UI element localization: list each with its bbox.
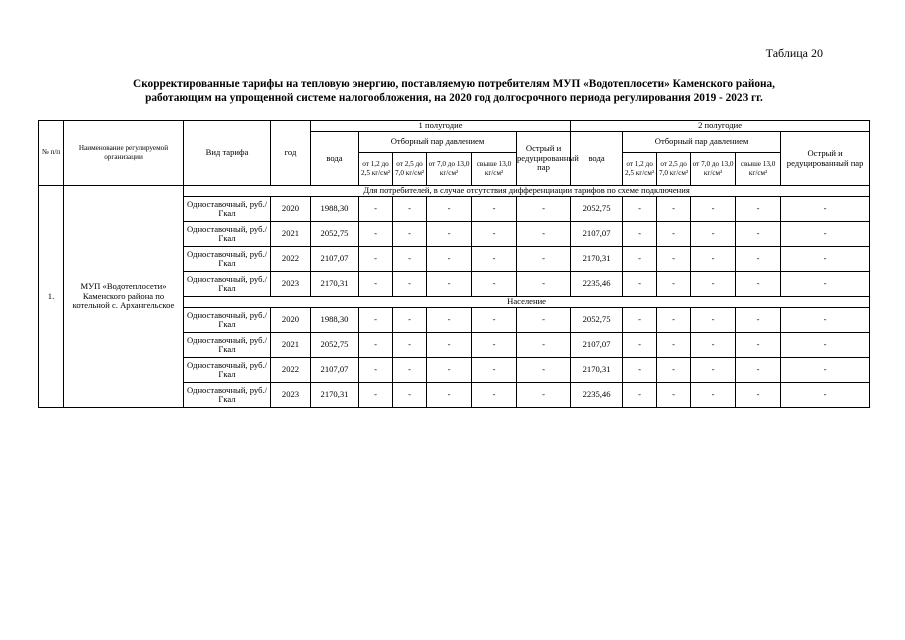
empty-value-cell: -: [657, 333, 691, 358]
water-h2-cell: 2052,75: [571, 197, 623, 222]
empty-value-cell: -: [691, 197, 736, 222]
empty-value-cell: -: [657, 358, 691, 383]
empty-value-cell: -: [623, 358, 657, 383]
tariff-type-cell: Одноставочный, руб./Гкал: [184, 197, 271, 222]
empty-value-cell: -: [736, 383, 781, 408]
header-p2-1: от 2,5 до 7,0 кг/см²: [393, 153, 427, 186]
empty-value-cell: -: [359, 308, 393, 333]
empty-value-cell: -: [393, 383, 427, 408]
empty-value-cell: -: [393, 358, 427, 383]
empty-value-cell: -: [736, 272, 781, 297]
empty-value-cell: -: [359, 272, 393, 297]
table-number: Таблица 20: [765, 46, 823, 60]
empty-value-cell: -: [736, 333, 781, 358]
water-h1-cell: 2170,31: [311, 383, 359, 408]
header-year: год: [271, 121, 311, 186]
empty-value-cell: -: [781, 197, 870, 222]
empty-value-cell: -: [517, 358, 571, 383]
empty-value-cell: -: [517, 333, 571, 358]
empty-value-cell: -: [781, 358, 870, 383]
tariff-type-cell: Одноставочный, руб./Гкал: [184, 383, 271, 408]
empty-value-cell: -: [657, 197, 691, 222]
header-num: № п/п: [39, 121, 64, 186]
empty-value-cell: -: [781, 308, 870, 333]
water-h2-cell: 2235,46: [571, 383, 623, 408]
empty-value-cell: -: [623, 272, 657, 297]
empty-value-cell: -: [623, 247, 657, 272]
empty-value-cell: -: [781, 272, 870, 297]
empty-value-cell: -: [517, 272, 571, 297]
empty-value-cell: -: [691, 383, 736, 408]
tariff-type-cell: Одноставочный, руб./Гкал: [184, 358, 271, 383]
empty-value-cell: -: [691, 272, 736, 297]
empty-value-cell: -: [623, 383, 657, 408]
empty-value-cell: -: [427, 358, 472, 383]
header-tariff-type: Вид тарифа: [184, 121, 271, 186]
empty-value-cell: -: [691, 358, 736, 383]
empty-value-cell: -: [657, 247, 691, 272]
year-cell: 2023: [271, 272, 311, 297]
empty-value-cell: -: [472, 308, 517, 333]
section-label: Для потребителей, в случае отсутствия дифференциации тарифов по схеме подключения: [184, 186, 870, 197]
empty-value-cell: -: [359, 197, 393, 222]
empty-value-cell: -: [781, 333, 870, 358]
header-sharp-steam-1: Острый и редуцированный пар: [517, 132, 571, 186]
empty-value-cell: -: [781, 247, 870, 272]
water-h1-cell: 2107,07: [311, 358, 359, 383]
empty-value-cell: -: [359, 222, 393, 247]
empty-value-cell: -: [359, 358, 393, 383]
header-p4-1: свыше 13,0 кг/см²: [472, 153, 517, 186]
year-cell: 2020: [271, 308, 311, 333]
tariff-type-cell: Одноставочный, руб./Гкал: [184, 222, 271, 247]
water-h1-cell: 2107,07: [311, 247, 359, 272]
organization-name: МУП «Водотеплосети» Каменского района по котельной с. Архангельское: [64, 186, 184, 408]
water-h2-cell: 2170,31: [571, 358, 623, 383]
header-org: Наименование регулируемой организации: [64, 121, 184, 186]
empty-value-cell: -: [359, 383, 393, 408]
empty-value-cell: -: [427, 383, 472, 408]
empty-value-cell: -: [691, 247, 736, 272]
empty-value-cell: -: [427, 222, 472, 247]
empty-value-cell: -: [657, 308, 691, 333]
empty-value-cell: -: [472, 247, 517, 272]
water-h2-cell: 2107,07: [571, 222, 623, 247]
empty-value-cell: -: [472, 383, 517, 408]
section-label: Население: [184, 297, 870, 308]
header-steam-2: Отборный пар давлением: [623, 132, 781, 153]
empty-value-cell: -: [517, 383, 571, 408]
title-line-2: работающим на упрощенной системе налогообложения, на 2020 год долгосрочного периода регулирования 2019 - 2023 гг.: [145, 92, 763, 104]
water-h2-cell: 2235,46: [571, 272, 623, 297]
header-p1-2: от 1,2 до 2,5 кг/см²: [623, 153, 657, 186]
empty-value-cell: -: [427, 333, 472, 358]
empty-value-cell: -: [623, 308, 657, 333]
water-h2-cell: 2052,75: [571, 308, 623, 333]
water-h1-cell: 1988,30: [311, 197, 359, 222]
empty-value-cell: -: [393, 272, 427, 297]
section-row: [39, 186, 870, 197]
empty-value-cell: -: [359, 247, 393, 272]
empty-value-cell: -: [517, 308, 571, 333]
empty-value-cell: -: [472, 222, 517, 247]
header-p3-1: от 7,0 до 13,0 кг/см²: [427, 153, 472, 186]
empty-value-cell: -: [517, 222, 571, 247]
year-cell: 2020: [271, 197, 311, 222]
empty-value-cell: -: [736, 358, 781, 383]
water-h1-cell: 2052,75: [311, 333, 359, 358]
empty-value-cell: -: [427, 272, 472, 297]
empty-value-cell: -: [359, 333, 393, 358]
tariff-type-cell: Одноставочный, руб./Гкал: [184, 247, 271, 272]
tariff-type-cell: Одноставочный, руб./Гкал: [184, 272, 271, 297]
title-line-1: Скорректированные тарифы на тепловую энергию, поставляемую потребителям МУП «Водотеплосети» Каменского района,: [133, 78, 775, 90]
header-p1-1: от 1,2 до 2,5 кг/см²: [359, 153, 393, 186]
tariff-type-cell: Одноставочный, руб./Гкал: [184, 333, 271, 358]
document-title: [40, 77, 868, 105]
empty-value-cell: -: [393, 308, 427, 333]
row-number: 1.: [39, 186, 64, 408]
tariffs-table: [38, 120, 870, 408]
header-sharp-steam-2: Острый и редуцированный пар: [781, 132, 870, 186]
water-h2-cell: 2107,07: [571, 333, 623, 358]
empty-value-cell: -: [736, 247, 781, 272]
empty-value-cell: -: [517, 197, 571, 222]
header-water-1: вода: [311, 132, 359, 186]
empty-value-cell: -: [691, 308, 736, 333]
empty-value-cell: -: [736, 197, 781, 222]
empty-value-cell: -: [623, 333, 657, 358]
year-cell: 2023: [271, 383, 311, 408]
tariff-type-cell: Одноставочный, руб./Гкал: [184, 308, 271, 333]
empty-value-cell: -: [623, 197, 657, 222]
empty-value-cell: -: [427, 197, 472, 222]
empty-value-cell: -: [427, 308, 472, 333]
header-water-2: вода: [571, 132, 623, 186]
empty-value-cell: -: [517, 247, 571, 272]
empty-value-cell: -: [393, 247, 427, 272]
empty-value-cell: -: [657, 383, 691, 408]
empty-value-cell: -: [781, 383, 870, 408]
empty-value-cell: -: [427, 247, 472, 272]
empty-value-cell: -: [393, 333, 427, 358]
empty-value-cell: -: [472, 272, 517, 297]
empty-value-cell: -: [781, 222, 870, 247]
year-cell: 2022: [271, 358, 311, 383]
header-half-2: 2 полугодие: [571, 121, 870, 132]
header-p4-2: свыше 13,0 кг/см²: [736, 153, 781, 186]
empty-value-cell: -: [472, 197, 517, 222]
empty-value-cell: -: [472, 358, 517, 383]
header-p2-2: от 2,5 до 7,0 кг/см²: [657, 153, 691, 186]
water-h1-cell: 2052,75: [311, 222, 359, 247]
empty-value-cell: -: [393, 222, 427, 247]
empty-value-cell: -: [736, 308, 781, 333]
empty-value-cell: -: [623, 222, 657, 247]
header-p3-2: от 7,0 до 13,0 кг/см²: [691, 153, 736, 186]
header-steam-1: Отборный пар давлением: [359, 132, 517, 153]
empty-value-cell: -: [691, 222, 736, 247]
empty-value-cell: -: [657, 272, 691, 297]
water-h1-cell: 1988,30: [311, 308, 359, 333]
water-h2-cell: 2170,31: [571, 247, 623, 272]
empty-value-cell: -: [657, 222, 691, 247]
year-cell: 2021: [271, 222, 311, 247]
empty-value-cell: -: [472, 333, 517, 358]
water-h1-cell: 2170,31: [311, 272, 359, 297]
year-cell: 2021: [271, 333, 311, 358]
empty-value-cell: -: [691, 333, 736, 358]
empty-value-cell: -: [393, 197, 427, 222]
header-half-1: 1 полугодие: [311, 121, 571, 132]
empty-value-cell: -: [736, 222, 781, 247]
year-cell: 2022: [271, 247, 311, 272]
